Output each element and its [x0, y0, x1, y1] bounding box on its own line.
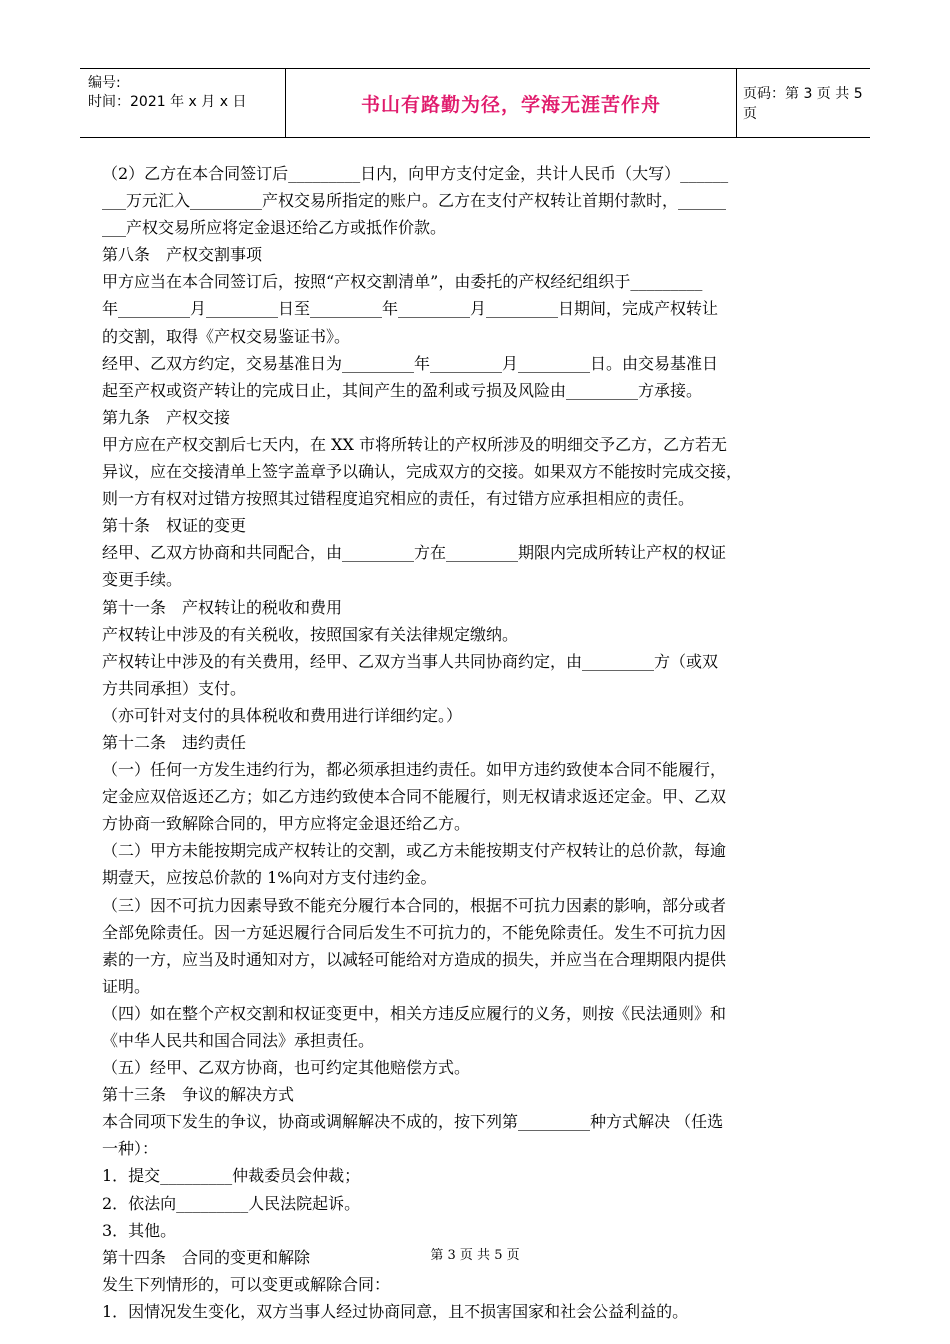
page-footer: 第 3 页 共 5 页	[430, 1248, 520, 1263]
body-line: 证明。	[102, 976, 151, 996]
header-page-cell	[737, 69, 870, 137]
body-line: 年_________月_________日至_________年_________月_________日期间，完成产权转让	[102, 299, 719, 319]
body-line: 第九条 产权交接	[102, 407, 231, 427]
body-line: ___产权交易所应将定金退还给乙方或抵作价款。	[102, 218, 447, 238]
page-header	[80, 68, 870, 138]
body-line: （亦可针对支付的具体税收和费用进行详细约定。）	[102, 705, 463, 725]
body-line: 一种）：	[102, 1139, 159, 1159]
body-line: 变更手续。	[102, 570, 183, 590]
body-line: 《中华人民共和国合同法》承担责任。	[102, 1031, 375, 1050]
header-motto-cell	[285, 69, 737, 137]
body-line: 异议，应在交接清单上签字盖章予以确认，完成双方的交接。如果双方不能按时完成交接，	[102, 462, 743, 482]
body-line: 产权转让中涉及的有关税收，按照国家有关法律规定缴纳。	[102, 624, 519, 644]
body-line: ___万元汇入_________产权交易所指定的账户。乙方在支付产权转让首期付款时，______	[102, 191, 727, 211]
body-line: 本合同项下发生的争议，协商或调解解决不成的，按下列第_________种方式解决 （任选	[102, 1112, 724, 1132]
body-line: 第十条 权证的变更	[102, 516, 247, 536]
body-line: 起至产权或资产转让的完成日止，其间产生的盈利或亏损及风险由_________方承接。	[102, 380, 703, 400]
body-line: 甲方应在产权交割后七天内，在 XX 市将所转让的产权所涉及的明细交予乙方，乙方若无	[102, 434, 727, 454]
body-line: 期壹天，应按总价款的 1%向对方支付违约金。	[102, 868, 437, 888]
body-line: （2）乙方在本合同签订后_________日内，向甲方支付定金，共计人民币（大写）______	[102, 164, 729, 183]
document-body	[102, 160, 854, 1325]
body-line: （一）任何一方发生违约行为，都必须承担违约责任。如甲方违约致使本合同不能履行，	[102, 760, 727, 780]
body-line: 素的一方，应当及时通知对方，以减轻可能给对方造成的损失，并应当在合理期限内提供	[102, 949, 727, 969]
body-line: （四）如在整个产权交割和权证变更中，相关方违反应履行的义务，则按《民法通则》和	[102, 1003, 727, 1023]
header-left-cell	[80, 69, 285, 137]
body-line: 2．依法向_________人民法院起诉。	[102, 1193, 361, 1213]
body-line: 发生下列情形的，可以变更或解除合同：	[102, 1274, 391, 1294]
body-line: 方协商一致解除合同的，甲方应将定金退还给乙方。	[102, 814, 471, 834]
body-line: 方共同承担）支付。	[102, 678, 247, 698]
body-line: 则一方有权对过错方按照其过错程度追究相应的责任，有过错方应承担相应的责任。	[102, 489, 695, 509]
body-line: 第十三条 争议的解决方式	[102, 1085, 295, 1105]
body-line: 第十二条 违约责任	[102, 732, 247, 752]
body-line: 定金应双倍返还乙方；如乙方违约致使本合同不能履行，则无权请求返还定金。甲、乙双	[102, 787, 727, 807]
body-line: 全部免除责任。因一方延迟履行合同后发生不可抗力的，不能免除责任。发生不可抗力因	[102, 922, 727, 942]
document-number-label: 编号:	[88, 75, 121, 91]
body-line: （三）因不可抗力因素导致不能充分履行本合同的，根据不可抗力因素的影响，部分或者	[102, 895, 727, 915]
body-line: 1．提交_________仲裁委员会仲裁；	[102, 1166, 361, 1186]
body-line: 经甲、乙双方约定，交易基准日为_________年_________月_________日。由交易基准日	[102, 353, 719, 373]
document-date-label: 时间：2021 年 x 月 x 日	[88, 94, 247, 110]
body-line: 的交割，取得《产权交易鉴证书》。	[102, 326, 351, 346]
body-line: （二）甲方未能按期完成产权转让的交割，或乙方未能按期支付产权转让的总价款，每逾	[102, 841, 727, 861]
header-page-label: 页码：第 3 页 共 5 页	[743, 86, 863, 122]
body-line: 产权转让中涉及的有关费用，经甲、乙双方当事人共同协商约定，由_________方（或双	[102, 651, 719, 671]
body-line: 第十四条 合同的变更和解除	[102, 1247, 311, 1267]
header-motto: 书山有路勤为径，学海无涯苦作舟	[360, 93, 661, 116]
body-line: （五）经甲、乙双方协商，也可约定其他赔偿方式。	[102, 1058, 471, 1078]
body-line: 甲方应当在本合同签订后，按照“产权交割清单”，由委托的产权经纪组织于_________	[102, 272, 703, 292]
body-line: 经甲、乙双方协商和共同配合，由_________方在_________期限内完成所转让产权的权证	[102, 543, 727, 563]
body-line: 3．其他。	[102, 1220, 177, 1240]
body-line: 1．因情况发生变化，双方当事人经过协商同意，且不损害国家和社会公益利益的。	[102, 1301, 689, 1321]
body-line: 第十一条 产权转让的税收和费用	[102, 597, 343, 617]
body-line: 第八条 产权交割事项	[102, 245, 263, 265]
